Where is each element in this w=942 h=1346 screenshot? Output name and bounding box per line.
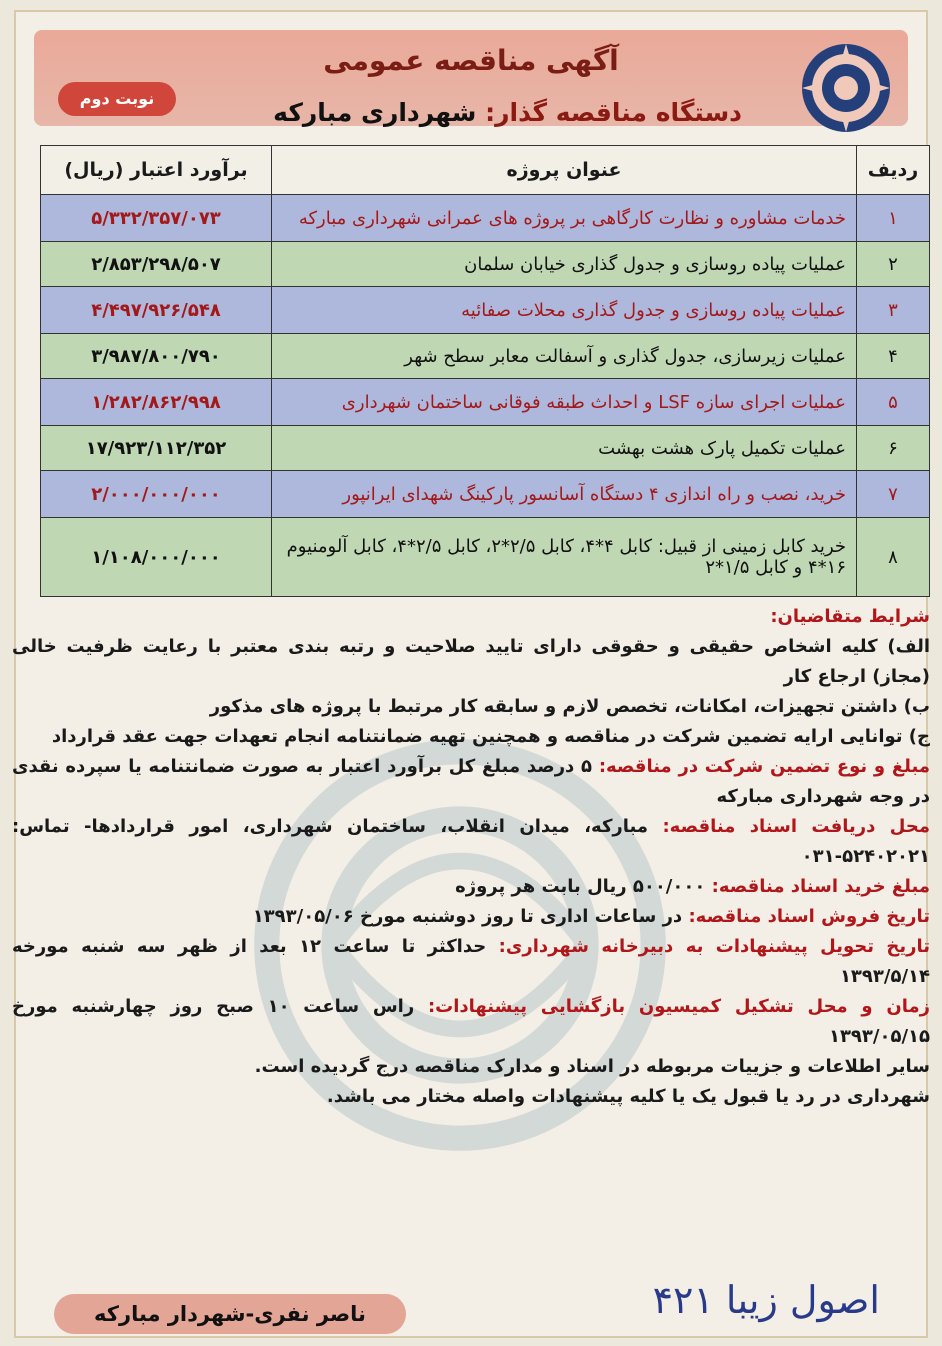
table-header-row xyxy=(41,146,930,195)
sale-value: در ساعات اداری تا روز دوشنبه مورخ ۱۳۹۳/۰۵/۰۶ xyxy=(252,906,683,927)
row-amount: ۲/۸۵۳/۲۹۸/۵۰۷ xyxy=(41,242,272,287)
opening-value: راس ساعت ۱۰ صبح روز چهارشنبه مورخ ۱۳۹۳/۰۵/۱۵ xyxy=(12,996,930,1047)
row-index: ۳ xyxy=(857,287,930,334)
delivery-value: حداکثر تا ساعت ۱۲ بعد از ظهر سه شنبه مورخه ۱۳۹۳/۵/۱۴ xyxy=(12,936,930,987)
conditions-section xyxy=(12,602,930,1112)
sale-line xyxy=(12,902,930,932)
table-row xyxy=(41,518,930,597)
final-note: شهرداری در رد یا قبول یک یا کلیه پیشنهادات واصله مختار می باشد. xyxy=(326,1086,930,1107)
row-title: عملیات پیاده روسازی و جدول گذاری محلات صفائیه xyxy=(272,287,857,334)
place-value: مبارکه، میدان انقلاب، ساختمان شهرداری، امور قراردادها- تماس: ۵۲۴۰۲۰۲۱-۰۳۱ xyxy=(12,816,930,867)
row-title: خرید کابل زمینی از قبیل: کابل ۴*۴، کابل ۲/۵*۲، کابل ۲/۵*۴، کابل آلومنیوم ۱۶*۴ و کابل ۱/۵*۲ xyxy=(272,518,857,597)
authority-value: شهرداری مبارکه xyxy=(273,98,477,127)
guarantee-line xyxy=(12,752,930,812)
row-index: ۷ xyxy=(857,471,930,518)
conditions-heading: شرایط متقاضیان: xyxy=(770,606,930,627)
row-index: ۸ xyxy=(857,518,930,597)
row-amount: ۱۷/۹۲۳/۱۱۲/۳۵۲ xyxy=(41,426,272,471)
place-label: محل دریافت اسناد مناقصه: xyxy=(662,816,930,837)
table-row xyxy=(41,195,930,242)
row-title: عملیات اجرای سازه LSF و احداث طبقه فوقانی ساختمان شهرداری xyxy=(272,379,857,426)
row-title: خدمات مشاوره و نظارت کارگاهی بر پروژه های عمرانی شهرداری مبارکه xyxy=(272,195,857,242)
sale-label: تاریخ فروش اسناد مناقصه: xyxy=(688,906,930,927)
header-index: ردیف xyxy=(857,146,930,195)
handwritten-note: اصول زیبا ۴۲۱ xyxy=(652,1278,880,1322)
row-amount: ۱/۲۸۲/۸۶۲/۹۹۸ xyxy=(41,379,272,426)
row-amount: ۳/۹۸۷/۸۰۰/۷۹۰ xyxy=(41,334,272,379)
table-row xyxy=(41,426,930,471)
delivery-label: تاریخ تحویل پیشنهادات به دبیرخانه شهرداری: xyxy=(498,936,931,957)
municipality-logo-icon xyxy=(796,38,896,138)
mayor-signature: ناصر نفری-شهردار مبارکه xyxy=(54,1294,406,1334)
row-index: ۵ xyxy=(857,379,930,426)
price-label: مبلغ خرید اسناد مناقصه: xyxy=(711,876,930,897)
place-line xyxy=(12,812,930,872)
row-index: ۴ xyxy=(857,334,930,379)
header-title: عنوان پروژه xyxy=(272,146,857,195)
condition-c: ج) توانایی ارایه تضمین شرکت در مناقصه و همچنین تهیه ضمانتنامه انجام تعهدات جهت عقد قرارداد xyxy=(51,726,930,747)
row-title: عملیات زیرسازی، جدول گذاری و آسفالت معابر سطح شهر xyxy=(272,334,857,379)
other-info: سایر اطلاعات و جزییات مربوطه در اسناد و مدارک مناقصه درج گردیده است. xyxy=(254,1056,930,1077)
row-amount: ۵/۳۳۲/۳۵۷/۰۷۳ xyxy=(41,195,272,242)
table-row xyxy=(41,379,930,426)
row-amount: ۱/۱۰۸/۰۰۰/۰۰۰ xyxy=(41,518,272,597)
price-value: ۵۰۰/۰۰۰ ریال بابت هر پروژه xyxy=(455,876,706,897)
delivery-line xyxy=(12,932,930,992)
opening-line xyxy=(12,992,930,1052)
row-index: ۱ xyxy=(857,195,930,242)
table-row xyxy=(41,242,930,287)
row-title: خرید، نصب و راه اندازی ۴ دستگاه آسانسور پارکینگ شهدای ایرانپور xyxy=(272,471,857,518)
row-index: ۲ xyxy=(857,242,930,287)
row-title: عملیات پیاده روسازی و جدول گذاری خیابان سلمان xyxy=(272,242,857,287)
condition-a: الف) کلیه اشخاص حقیقی و حقوقی دارای تایید صلاحیت و رتبه بندی معتبر با رعایت ظرفیت خالی (مجاز) ارجاع کار xyxy=(12,636,930,687)
opening-label: زمان و محل تشکیل کمیسیون بازگشایی پیشنهادات: xyxy=(427,996,930,1017)
row-amount: ۴/۴۹۷/۹۲۶/۵۴۸ xyxy=(41,287,272,334)
page-title: آگهی مناقصه عمومی xyxy=(323,44,619,77)
authority-label: دستگاه مناقصه گذار: xyxy=(485,98,742,127)
row-index: ۶ xyxy=(857,426,930,471)
row-title: عملیات تکمیل پارک هشت بهشت xyxy=(272,426,857,471)
row-amount: ۲/۰۰۰/۰۰۰/۰۰۰ xyxy=(41,471,272,518)
table-row xyxy=(41,287,930,334)
round-badge: نوبت دوم xyxy=(58,82,176,116)
condition-b: ب) داشتن تجهیزات، امکانات، تخصص لازم و سابقه کار مرتبط با پروژه های مذکور xyxy=(209,696,930,717)
header-amount: برآورد اعتبار (ریال) xyxy=(41,146,272,195)
table-row xyxy=(41,334,930,379)
projects-table xyxy=(40,145,930,597)
guarantee-value: ۵ درصد مبلغ کل برآورد اعتبار به صورت ضمانتنامه یا سپرده نقدی در وجه شهرداری مبارکه xyxy=(12,756,930,807)
price-line xyxy=(12,872,930,902)
guarantee-label: مبلغ و نوع تضمین شرکت در مناقصه: xyxy=(598,756,930,777)
table-row xyxy=(41,471,930,518)
tendering-authority xyxy=(273,98,742,127)
